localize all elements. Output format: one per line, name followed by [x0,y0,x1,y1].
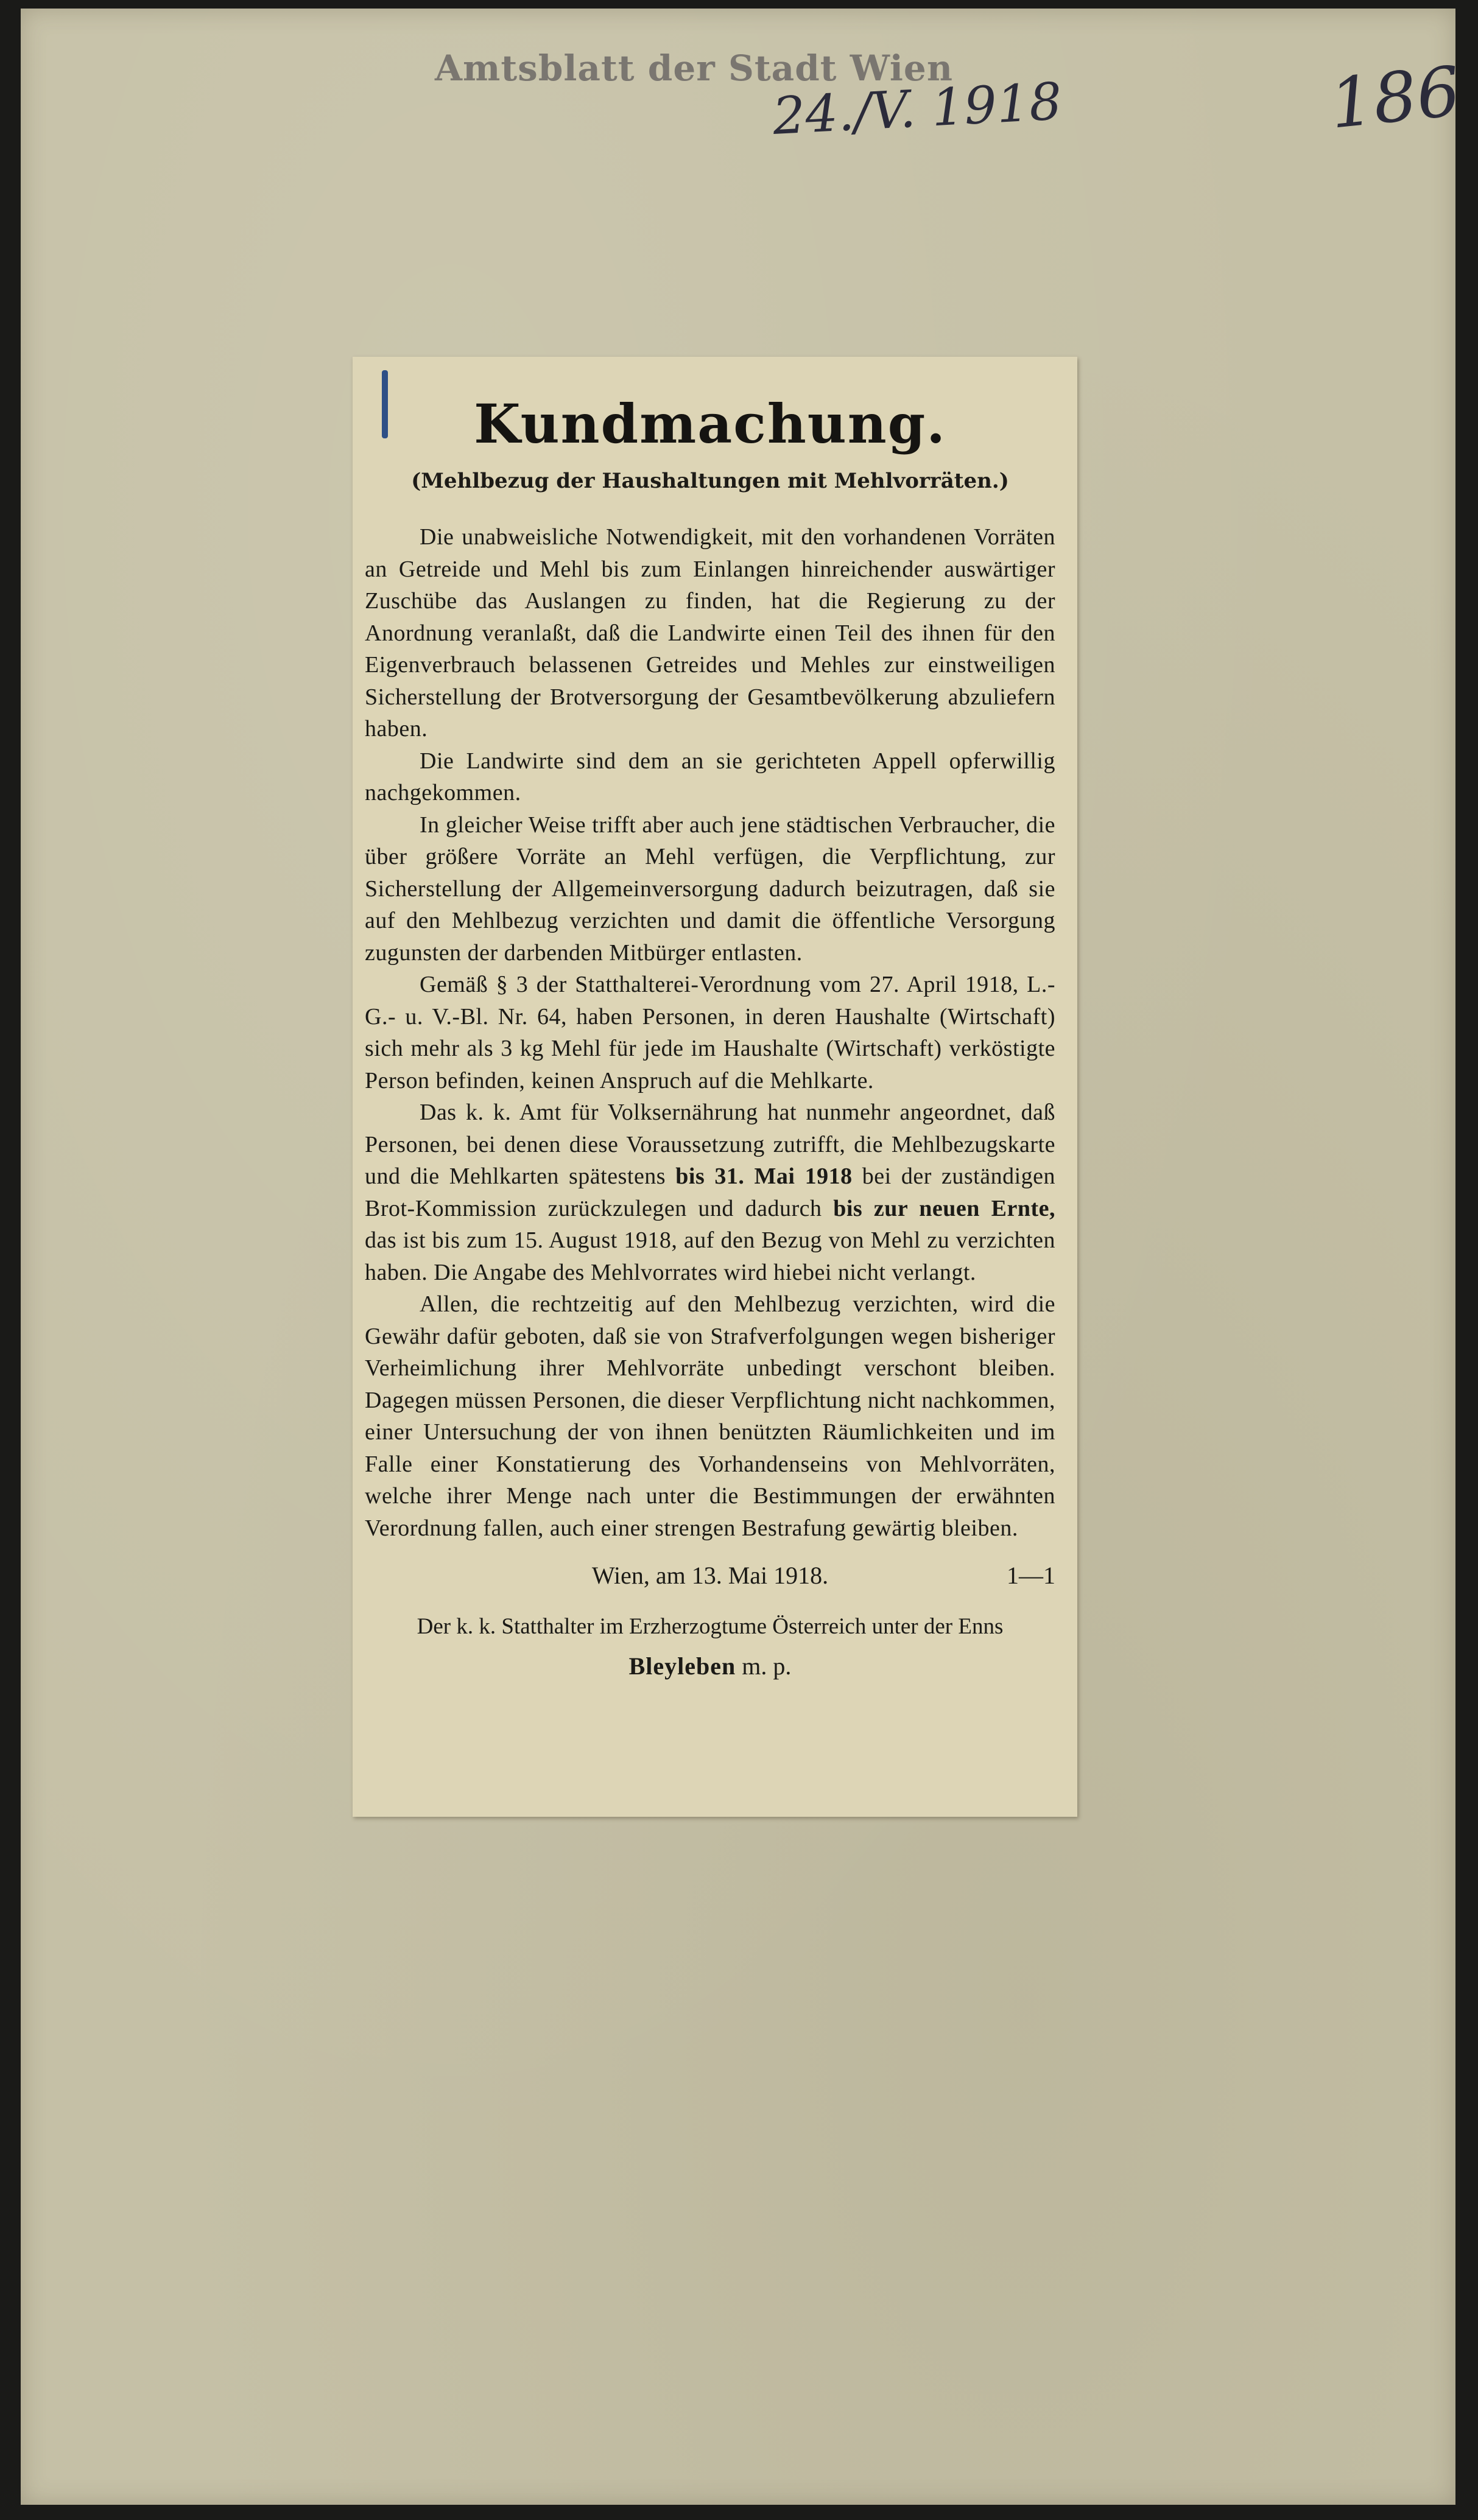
paragraph-2: Die Landwirte sind dem an sie gerichteten Appell opferwillig nachgekommen. [365,748,1055,805]
notice-body [365,521,1055,1544]
signatory-title: Der k. k. Statthalter im Erzherzogtume Österreich unter der Enns [417,1614,1004,1639]
paragraph-6: Allen, die rechtzeitig auf den Mehlbezug verzichten, wird die Gewähr dafür geboten, daß sie von Strafverfolgungen wegen bisheriger Verheimlichung ihrer Mehlvorräte unbedingt verschont bleiben. Dagegen müssen Personen, die dieser Verpflichtung nicht nachkommen, einer Untersuchung der von ihnen benützten Räumlichkeiten und im Falle einer Konstatierung des Vorhandenseins von Mehlvorräten, welche ihrer Menge nach unter die Bestimmungen der erwähnten Verordnung fallen, auch einer strengen Bestrafung gewärtig bleiben. [365,1291,1055,1541]
newspaper-clipping [353,357,1077,1817]
paragraph-3: In gleicher Weise trifft aber auch jene städtischen Verbraucher, die über größere Vorräte an Mehl verfügen, die Verpflichtung, zur Sicherstellung der Allgemeinversorgung dadurch beizutragen, daß sie auf den Mehlbezug verzichten und damit die öffentliche Versorgung zugunsten der darbenden Mitbürger entlasten. [365,812,1055,966]
handwritten-date: 24./V. 1918 [771,71,1063,146]
dateline-row [365,1561,1055,1598]
deadline-date: bis 31. Mai 1918 [675,1163,853,1189]
blue-pencil-mark [382,370,388,438]
paragraph-5-text-a: Das k. k. Amt für Volksernährung hat nunmehr angeordnet, daß Personen, bei denen diese Voraussetzung zutrifft, die Mehlbezugskarte und die Mehlkarten spätestens [365,1100,1055,1189]
handwritten-folio-number: 186 [1326,52,1464,144]
archive-sheet [21,9,1464,2505]
paragraph-5-text-c: bei der zuständigen Brot-Kommission zurückzulegen und dadurch [365,1163,1055,1221]
signer-suffix: m. p. [742,1652,792,1680]
paragraph-5-text-e: das ist bis zum 15. August 1918, auf den Bezug von Mehl zu verzichten haben. Die Angabe des Mehlvorrates wird hiebei nicht verlangt. [365,1227,1055,1285]
until-harvest: bis zur neuen Ernte, [833,1195,1055,1221]
paragraph-5 [365,1097,1055,1288]
archive-stamp: Amtsblatt der Stadt Wien [435,47,953,89]
paragraph-1: Die unabweisliche Notwendigkeit, mit den vorhandenen Vorräten an Getreide und Mehl bis zum Einlangen hinreichender auswärtiger Zuschübe das Auslangen zu finden, hat die Regierung zu der Anordnung veranlaßt, daß die Landwirte einen Teil des ihnen für den Eigenverbrauch belassenen Getreides und Mehles zur einstweiligen Sicherstellung der Brotversorgung der Gesamtbevölkerung abzuliefern haben. [365,524,1055,742]
signer-name: Bleyleben [628,1652,736,1680]
notice-title: Kundmachung. [474,392,946,455]
signature-line [365,1652,1055,1680]
notice-subtitle: (Mehlbezug der Haushaltungen mit Mehlvorräten.) [411,469,1009,493]
reference-number: 1—1 [1007,1562,1055,1589]
paragraph-4: Gemäß § 3 der Statthalterei-Verordnung vom 27. April 1918, L.-G.- u. V.-Bl. Nr. 64, haben Personen, in deren Haushalte (Wirtschaft) sich mehr als 3 kg Mehl für jede im Haushalte (Wirtschaft) verköstigte Person befinden, keinen Anspruch auf die Mehlkarte. [365,972,1055,1093]
dateline: Wien, am 13. Mai 1918. [591,1562,829,1589]
